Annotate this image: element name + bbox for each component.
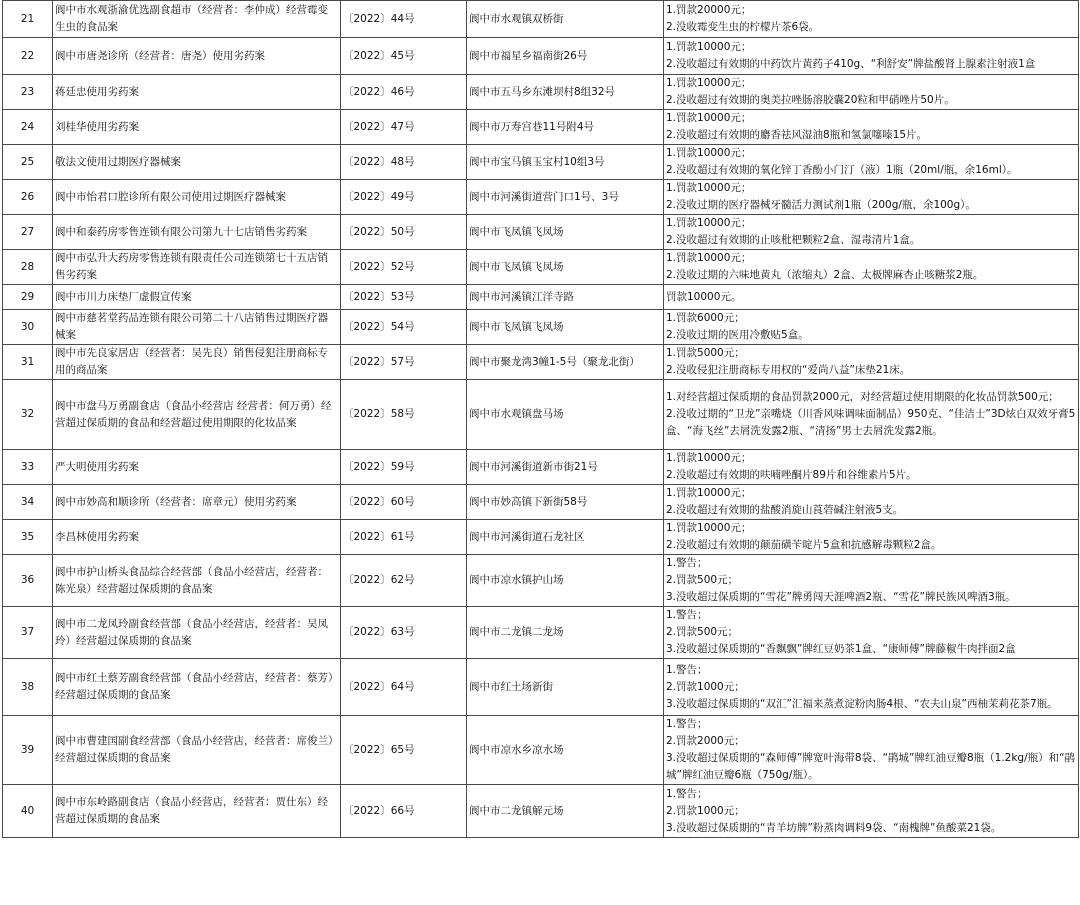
row-number: 27	[3, 215, 53, 250]
penalty-line: 1.罚款6000元；	[666, 312, 745, 324]
address: 阆中市凉水镇护山场	[467, 555, 664, 607]
row-number: 25	[3, 145, 53, 180]
table-row	[3, 380, 1079, 450]
penalty-cell	[664, 555, 1079, 607]
penalty-line: 1.警告；	[666, 557, 708, 569]
penalty-cell	[664, 38, 1079, 75]
penalty-cell	[664, 250, 1079, 285]
address: 阆中市河溪街道营门口1号、3号	[467, 180, 664, 215]
penalty-line: 2.没收过期的“卫龙”亲嘴烧（川香风味调味面制品）950克、“佳洁士”3D炫白双效牙膏5盒、“海飞丝”去屑洗发露2瓶、“清扬”男士去屑洗发露2瓶。	[666, 408, 1076, 437]
table-row	[3, 520, 1079, 555]
penalty-line: 2.罚款500元；	[666, 574, 739, 586]
address: 阆中市万寿宫巷11号附4号	[467, 110, 664, 145]
table-row	[3, 310, 1079, 345]
address: 阆中市凉水乡凉水场	[467, 716, 664, 785]
penalty-line: 1.警告；	[666, 663, 708, 676]
row-number: 28	[3, 250, 53, 285]
case-name: 阆中市唐尧诊所（经营者：唐尧）使用劣药案	[53, 38, 341, 75]
document-number: 〔2022〕46号	[341, 75, 467, 110]
penalty-line: 2.没收超过有效期的氧化锌丁香酚小门汀（液）1瓶（20ml/瓶，余16ml）。	[666, 164, 1018, 176]
penalty-line: 2.没收过期的医用冷敷贴5盒。	[666, 329, 809, 341]
table-row	[3, 285, 1079, 310]
penalty-line: 2.罚款500元；	[666, 626, 739, 638]
penalty-line: 3.没收超过保质期的“森师傅”牌宽叶海带8袋、“鹃城”牌红油豆瓣8瓶（1.2kg/瓶）和“鹃城”牌红油豆瓣6瓶（750g/瓶）。	[666, 752, 1076, 781]
table-row	[3, 555, 1079, 607]
address: 阆中市二龙镇解元场	[467, 785, 664, 838]
address: 阆中市二龙镇二龙场	[467, 607, 664, 659]
penalty-line: 1.罚款20000元；	[666, 4, 752, 16]
penalty-table	[2, 0, 1079, 838]
table-row	[3, 180, 1079, 215]
penalty-line: 2.没收超过有效期的中药饮片黄药子410g、“利舒安”牌盐酸肾上腺素注射液1盒	[666, 58, 1036, 70]
case-name: 刘桂华使用劣药案	[53, 110, 341, 145]
row-number: 32	[3, 380, 53, 450]
penalty-cell	[664, 659, 1079, 716]
row-number: 30	[3, 310, 53, 345]
address: 阆中市红土场新街	[467, 659, 664, 716]
document-number: 〔2022〕65号	[341, 716, 467, 785]
row-number: 26	[3, 180, 53, 215]
table-row	[3, 75, 1079, 110]
penalty-line: 2.没收超过有效期的呋喃唑酮片89片和谷维素片5片。	[666, 469, 917, 481]
case-name: 阆中市川力床垫厂虚假宣传案	[53, 285, 341, 310]
case-name: 阆中市二龙凤玲副食经营部（食品小经营店，经营者：吴凤玲）经营超过保质期的食品案	[53, 607, 341, 659]
document-number: 〔2022〕63号	[341, 607, 467, 659]
penalty-line: 1.罚款10000元；	[666, 147, 752, 159]
table-row	[3, 145, 1079, 180]
penalty-line: 2.罚款2000元；	[666, 735, 745, 747]
document-number: 〔2022〕44号	[341, 1, 467, 38]
document-number: 〔2022〕48号	[341, 145, 467, 180]
penalty-line: 1.警告；	[666, 609, 708, 621]
penalty-line: 3.没收超过保质期的“青羊坊牌”粉蒸肉调料9袋、“南槐牌”鱼酸菜21袋。	[666, 821, 1002, 834]
address: 阆中市聚龙湾3幢1-5号（聚龙北街）	[467, 345, 664, 380]
document-number: 〔2022〕53号	[341, 285, 467, 310]
penalty-cell	[664, 1, 1079, 38]
penalty-cell	[664, 180, 1079, 215]
table-row	[3, 215, 1079, 250]
document-number: 〔2022〕54号	[341, 310, 467, 345]
penalty-cell	[664, 380, 1079, 450]
row-number: 23	[3, 75, 53, 110]
table-row	[3, 716, 1079, 785]
row-number: 31	[3, 345, 53, 380]
case-name: 阆中市曹建国副食经营部（食品小经营店，经营者：席俊兰）经营超过保质期的食品案	[53, 716, 341, 785]
penalty-cell	[664, 607, 1079, 659]
case-name: 李昌林使用劣药案	[53, 520, 341, 555]
penalty-line: 2.没收过期的六味地黄丸（浓缩丸）2盒、太极牌麻杏止咳糖浆2瓶。	[666, 269, 984, 281]
penalty-line: 3.没收超过保质期的“双汇”汇福来蒸煮淀粉肉肠4根、“农夫山泉”西柚茉莉花茶7瓶。	[666, 697, 1058, 710]
table-row	[3, 659, 1079, 716]
document-number: 〔2022〕66号	[341, 785, 467, 838]
penalty-line: 1.警告；	[666, 787, 708, 800]
case-name: 严大明使用劣药案	[53, 450, 341, 485]
penalty-line: 2.没收超过有效期的止咳枇杷颗粒2盒、湿毒清片1盒。	[666, 234, 921, 246]
address: 阆中市福星乡福南街26号	[467, 38, 664, 75]
document-number: 〔2022〕62号	[341, 555, 467, 607]
address: 阆中市河溪镇江洋寺路	[467, 285, 664, 310]
document-number: 〔2022〕47号	[341, 110, 467, 145]
document-number: 〔2022〕57号	[341, 345, 467, 380]
penalty-cell	[664, 75, 1079, 110]
penalty-line: 1.警告；	[666, 718, 708, 730]
penalty-line: 2.罚款1000元；	[666, 804, 745, 817]
penalty-line: 2.罚款1000元；	[666, 680, 745, 693]
table-row	[3, 345, 1079, 380]
row-number: 40	[3, 785, 53, 838]
case-name: 阆中市妙高和顺诊所（经营者：席章元）使用劣药案	[53, 485, 341, 520]
table-row	[3, 250, 1079, 285]
address: 阆中市水观镇盘马场	[467, 380, 664, 450]
case-name: 阆中市红土蔡芳副食经营部（食品小经营店，经营者：蔡芳）经营超过保质期的食品案	[53, 659, 341, 716]
address: 阆中市宝马镇玉宝村10组3号	[467, 145, 664, 180]
row-number: 39	[3, 716, 53, 785]
penalty-line: 1.罚款10000元；	[666, 217, 752, 229]
table-row	[3, 110, 1079, 145]
case-name: 阆中市盘马万勇副食店（食品小经营店 经营者：何万勇）经营超过保质期的食品和经营超过使用期限的化妆品案	[53, 380, 341, 450]
table-row	[3, 1, 1079, 38]
address: 阆中市河溪街道石龙社区	[467, 520, 664, 555]
address: 阆中市河溪街道新市街21号	[467, 450, 664, 485]
penalty-line: 2.没收超过有效期的盐酸消旋山莨菪碱注射液5支。	[666, 504, 904, 516]
penalty-line: 2.没收超过有效期的奥美拉唑肠溶胶囊20粒和甲硝唑片50片。	[666, 94, 955, 106]
case-name: 蒋廷忠使用劣药案	[53, 75, 341, 110]
penalty-line: 1.罚款10000元；	[666, 487, 752, 499]
document-number: 〔2022〕49号	[341, 180, 467, 215]
address: 阆中市妙高镇下新街58号	[467, 485, 664, 520]
penalty-line: 3.没收超过保质期的“香飘飘”牌红豆奶茶1盒、“康师傅”牌藤椒牛肉拌面2盒	[666, 643, 1016, 655]
penalty-line: 1.罚款10000元；	[666, 77, 752, 89]
address: 阆中市飞凤镇飞凤场	[467, 310, 664, 345]
penalty-line: 2.没收超过有效期的麝香祛风湿油8瓶和氢氯噻嗪15片。	[666, 129, 928, 141]
table-row	[3, 607, 1079, 659]
document-number: 〔2022〕52号	[341, 250, 467, 285]
penalty-line: 2.没收超过有效期的颠茄磺苄啶片5盒和抗感解毒颗粒2盒。	[666, 539, 942, 551]
row-number: 38	[3, 659, 53, 716]
address: 阆中市五马乡东滩坝村8组32号	[467, 75, 664, 110]
penalty-cell	[664, 285, 1079, 310]
row-number: 37	[3, 607, 53, 659]
penalty-cell	[664, 215, 1079, 250]
document-number: 〔2022〕50号	[341, 215, 467, 250]
row-number: 22	[3, 38, 53, 75]
penalty-cell	[664, 345, 1079, 380]
case-name: 阆中市护山桥头食品综合经营部（食品小经营店，经营者：陈光泉）经营超过保质期的食品案	[53, 555, 341, 607]
row-number: 21	[3, 1, 53, 38]
penalty-line: 1.罚款10000元；	[666, 182, 752, 194]
penalty-line: 1.罚款10000元；	[666, 252, 752, 264]
penalty-cell	[664, 520, 1079, 555]
penalty-cell	[664, 145, 1079, 180]
case-name: 阆中市东岭路副食店（食品小经营店，经营者：贾仕东）经营超过保质期的食品案	[53, 785, 341, 838]
address: 阆中市飞凤镇飞凤场	[467, 215, 664, 250]
case-name: 敬法文使用过期医疗器械案	[53, 145, 341, 180]
table-row	[3, 485, 1079, 520]
document-number: 〔2022〕60号	[341, 485, 467, 520]
row-number: 29	[3, 285, 53, 310]
table-row	[3, 450, 1079, 485]
penalty-line: 2.没收侵犯注册商标专用权的“爱尚八益”床垫21床。	[666, 364, 911, 376]
penalty-line: 1.罚款10000元；	[666, 452, 752, 464]
row-number: 36	[3, 555, 53, 607]
row-number: 24	[3, 110, 53, 145]
penalty-line: 1.罚款10000元；	[666, 41, 752, 53]
penalty-cell	[664, 716, 1079, 785]
case-name: 阆中市水观浙渝优选副食超市（经营者：李仲成）经营霉变生虫的食品案	[53, 1, 341, 38]
document-number: 〔2022〕45号	[341, 38, 467, 75]
table-row	[3, 38, 1079, 75]
document-number: 〔2022〕61号	[341, 520, 467, 555]
case-name: 阆中和泰药房零售连锁有限公司第九十七店销售劣药案	[53, 215, 341, 250]
case-name: 阆中市弘升大药房零售连锁有限责任公司连锁第七十五店销售劣药案	[53, 250, 341, 285]
penalty-line: 罚款10000元。	[666, 290, 742, 303]
row-number: 33	[3, 450, 53, 485]
document-number: 〔2022〕59号	[341, 450, 467, 485]
case-name: 阆中市慈茗堂药品连锁有限公司第二十八店销售过期医疗器械案	[53, 310, 341, 345]
row-number: 34	[3, 485, 53, 520]
address: 阆中市水观镇双桥街	[467, 1, 664, 38]
penalty-cell	[664, 485, 1079, 520]
address: 阆中市飞凤镇飞凤场	[467, 250, 664, 285]
document-number: 〔2022〕58号	[341, 380, 467, 450]
case-name: 阆中市怡君口腔诊所有限公司使用过期医疗器械案	[53, 180, 341, 215]
row-number: 35	[3, 520, 53, 555]
penalty-cell	[664, 450, 1079, 485]
penalty-line: 2.没收霉变生虫的柠檬片茶6袋。	[666, 21, 820, 33]
penalty-line: 1.对经营超过保质期的食品罚款2000元，对经营超过使用期限的化妆品罚款500元；	[666, 391, 1059, 403]
penalty-cell	[664, 110, 1079, 145]
table-row	[3, 785, 1079, 838]
case-name: 阆中市先良家居店（经营者：吴先良）销售侵犯注册商标专用的商品案	[53, 345, 341, 380]
penalty-line: 3.没收超过保质期的“雪花”牌勇闯天涯啤酒2瓶、“雪花”牌民族风啤酒3瓶。	[666, 591, 1016, 603]
penalty-line: 1.罚款5000元；	[666, 347, 745, 359]
penalty-line: 2.没收过期的医疗器械牙髓活力测试剂1瓶（200g/瓶，余100g）。	[666, 199, 976, 211]
penalty-line: 1.罚款10000元；	[666, 112, 752, 124]
document-number: 〔2022〕64号	[341, 659, 467, 716]
penalty-line: 1.罚款10000元；	[666, 522, 752, 534]
penalty-cell	[664, 785, 1079, 838]
penalty-cell	[664, 310, 1079, 345]
